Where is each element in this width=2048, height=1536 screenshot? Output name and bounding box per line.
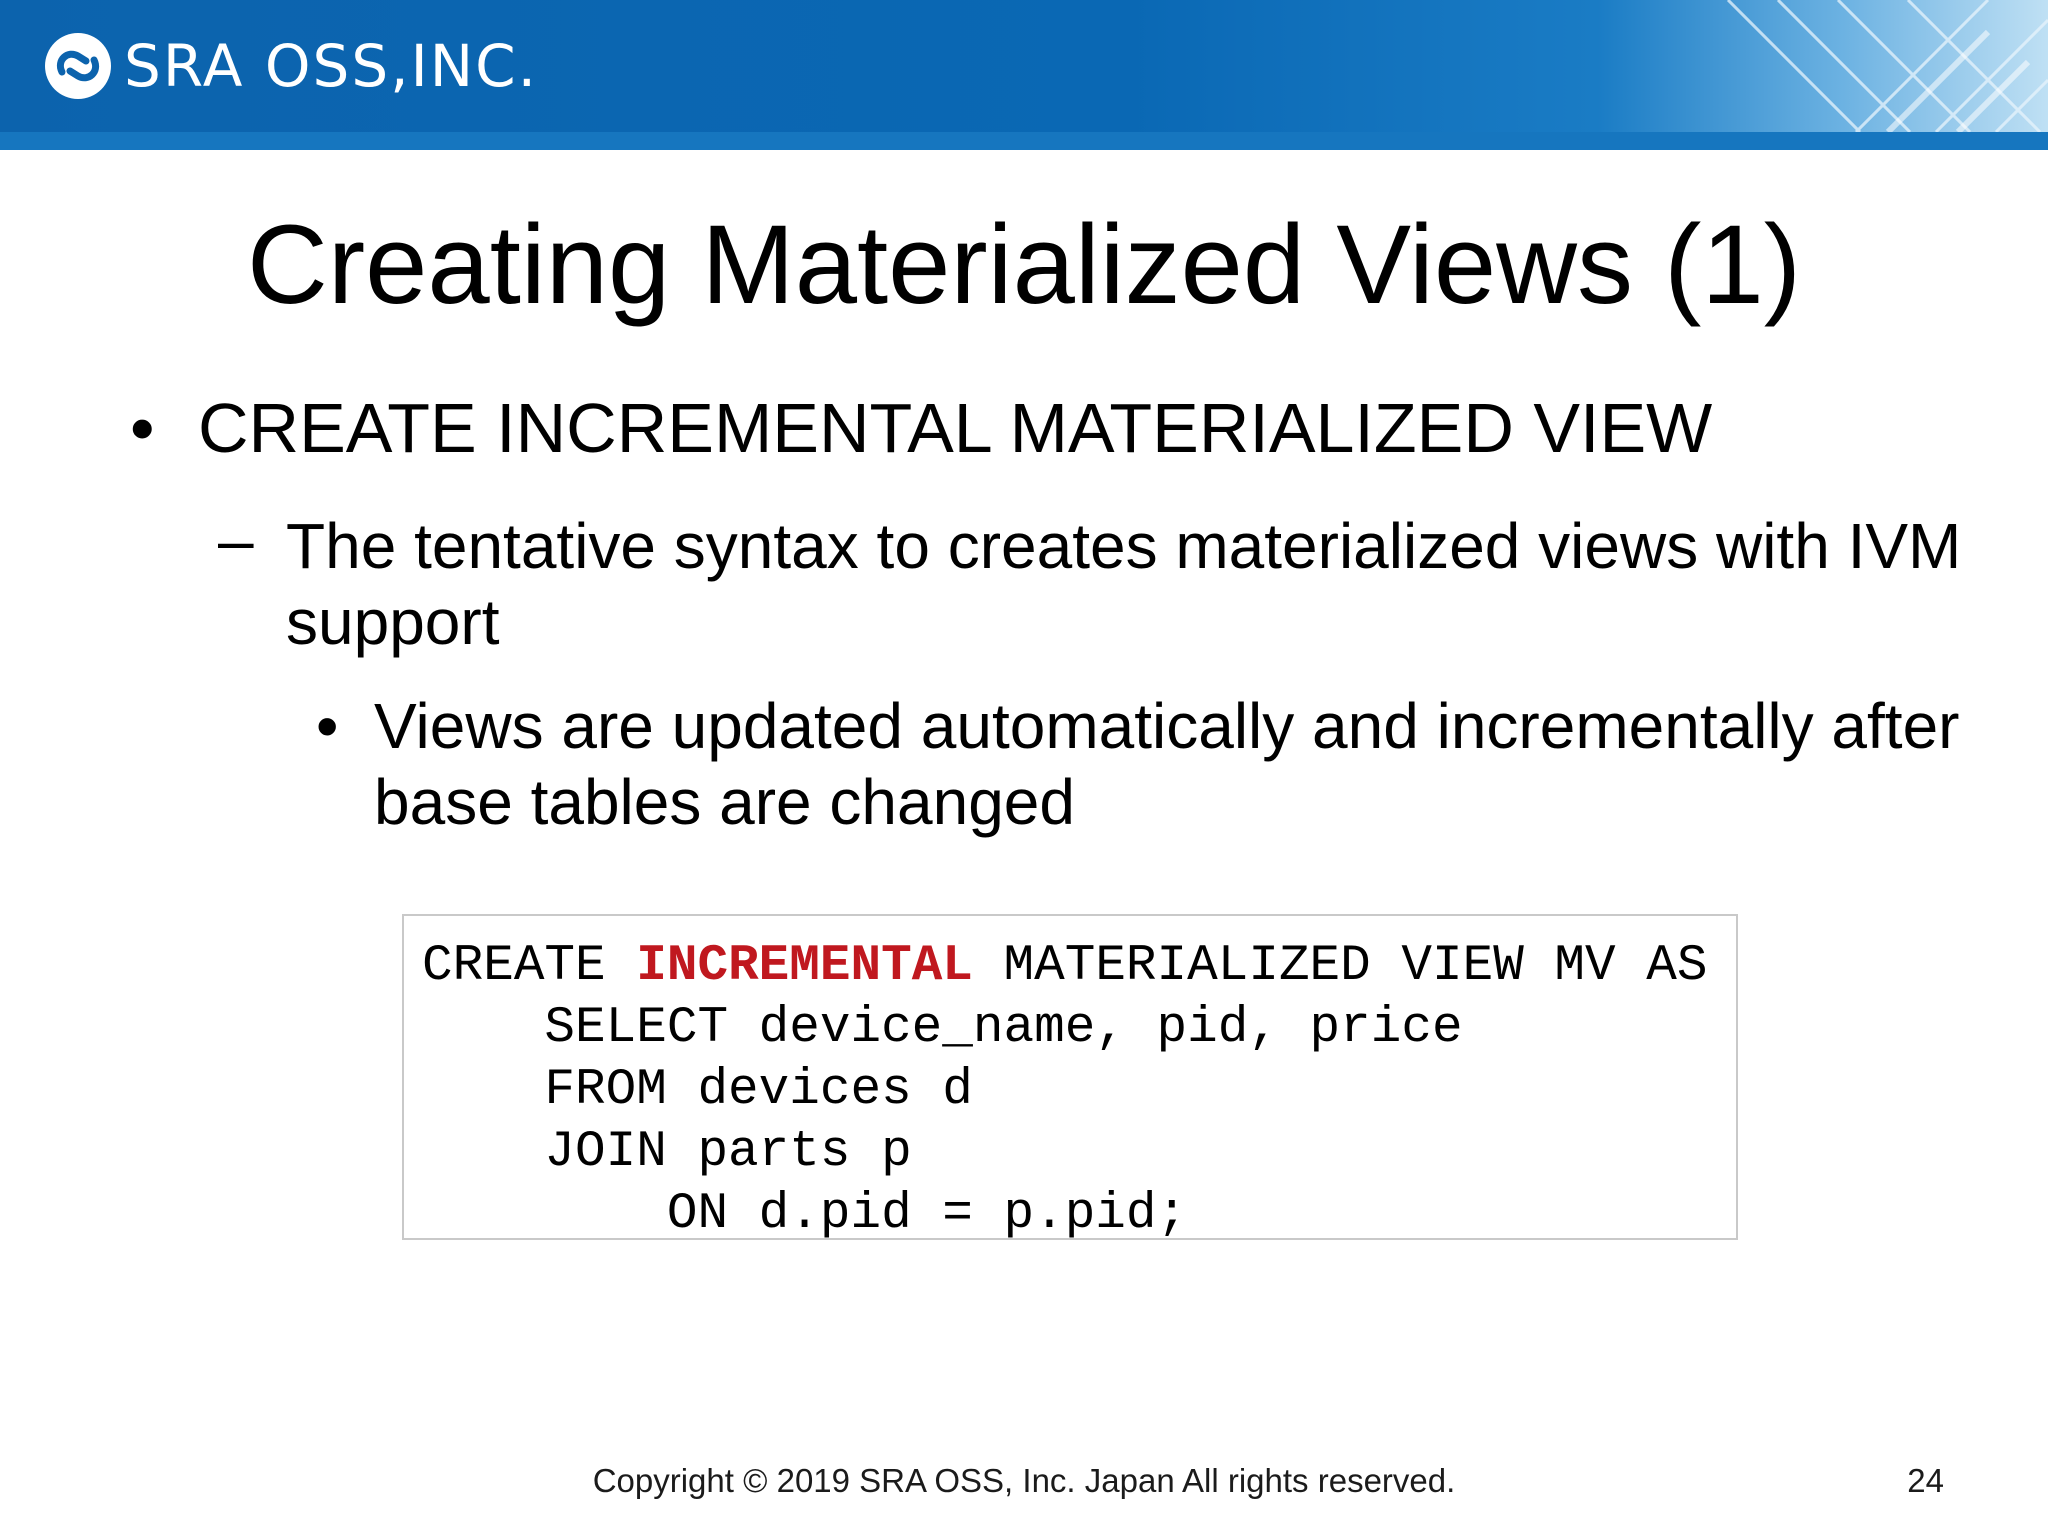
bullet-text: Views are updated automatically and incrementally after base tables are changed [374,690,1960,838]
company-name: SRA OSS,INC. [124,32,539,100]
code-line-1: CREATE INCREMENTAL MATERIALIZED VIEW MV AS [422,938,1708,995]
header-decoration [1688,0,2048,132]
incremental-keyword: INCREMENTAL [636,938,973,995]
code-line-4: JOIN parts p [422,1124,912,1181]
sql-code-block [402,914,1738,1243]
company-logo [42,28,538,104]
bullet-marker: • [316,690,339,762]
sra-logo-icon [42,30,114,102]
header-banner [0,0,2048,132]
page-number: 24 [1907,1462,1944,1499]
code-line-2: SELECT device_name, pid, price [422,1000,1463,1057]
dash-marker: – [218,504,254,576]
header-stripe [0,132,2048,150]
bullet-text: CREATE INCREMENTAL MATERIALIZED VIEW [198,389,1713,467]
bullet-text: The tentative syntax to creates materialized views with IVM support [286,510,1962,658]
code-line-5: ON d.pid = p.pid; [422,1186,1188,1243]
code-line-3: FROM devices d [422,1062,973,1119]
slide-title: Creating Materialized Views (1) [246,202,1802,327]
bullet-marker: • [130,389,155,467]
copyright-footer: Copyright © 2019 SRA OSS, Inc. Japan All rights reserved. [592,1462,1456,1499]
